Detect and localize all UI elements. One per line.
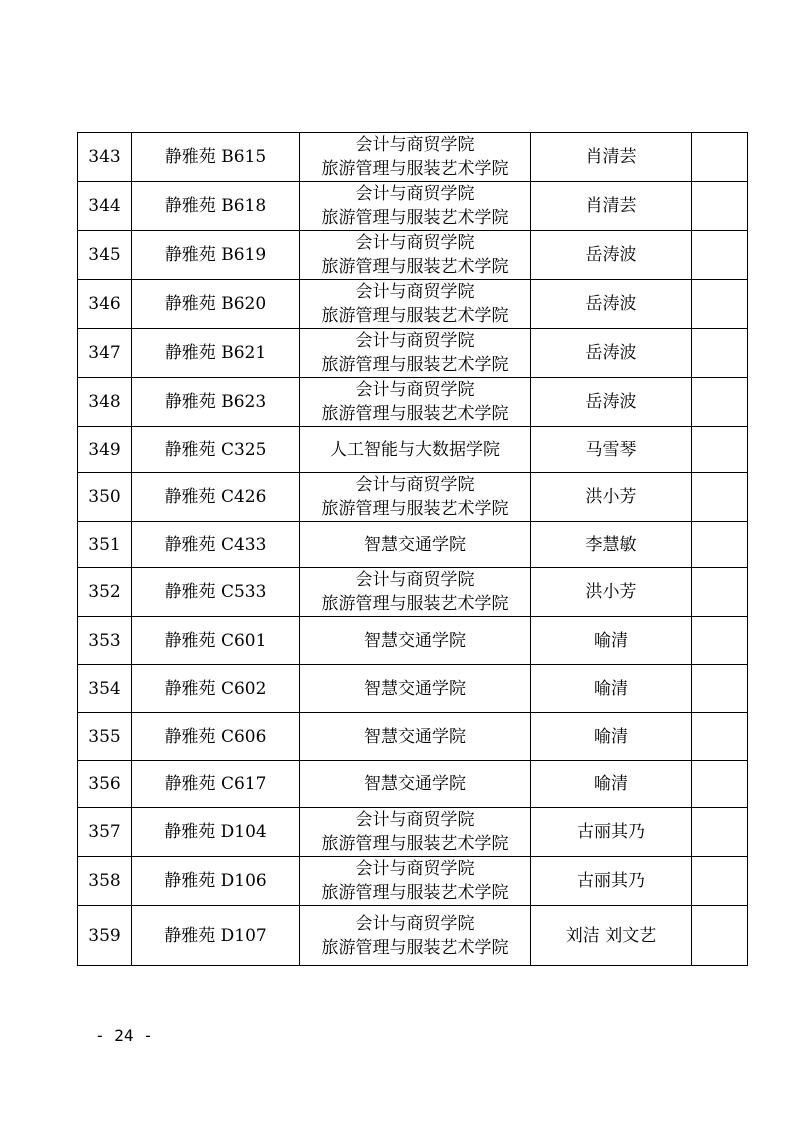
- teacher-cell: 肖清芸: [531, 133, 692, 182]
- row-number-cell: 357: [78, 808, 132, 857]
- room-cell: 静雅苑 C433: [132, 522, 300, 568]
- row-number-cell: 345: [78, 231, 132, 280]
- extra-cell: [692, 473, 748, 522]
- college-cell: [300, 182, 531, 231]
- table-row: [78, 617, 748, 665]
- room-cell: 静雅苑 D107: [132, 906, 300, 966]
- teacher-cell: 肖清芸: [531, 182, 692, 231]
- dormitory-table: [77, 132, 748, 966]
- college-name: 旅游管理与服装艺术学院: [321, 594, 509, 614]
- college-name: 会计与商贸学院: [355, 380, 475, 400]
- room-cell: 静雅苑 C533: [132, 568, 300, 617]
- teacher-cell: 喻清: [531, 761, 692, 808]
- table-row: [78, 378, 748, 427]
- room-cell: 静雅苑 D106: [132, 857, 300, 906]
- extra-cell: [692, 808, 748, 857]
- extra-cell: [692, 329, 748, 378]
- row-number-cell: 355: [78, 713, 132, 761]
- table-row: [78, 427, 748, 473]
- college-cell: [300, 522, 531, 568]
- row-number-cell: 359: [78, 906, 132, 966]
- table-row: [78, 522, 748, 568]
- table-row: [78, 568, 748, 617]
- teacher-cell: 李慧敏: [531, 522, 692, 568]
- extra-cell: [692, 665, 748, 713]
- teacher-cell: 马雪琴: [531, 427, 692, 473]
- table-row: [78, 329, 748, 378]
- college-cell: [300, 857, 531, 906]
- teacher-cell: 洪小芳: [531, 568, 692, 617]
- extra-cell: [692, 231, 748, 280]
- extra-cell: [692, 617, 748, 665]
- college-name: 会计与商贸学院: [355, 810, 475, 830]
- page-number: - 24 -: [95, 1026, 153, 1045]
- row-number-cell: 349: [78, 427, 132, 473]
- college-name: 旅游管理与服装艺术学院: [321, 937, 509, 958]
- extra-cell: [692, 133, 748, 182]
- table-row: [78, 808, 748, 857]
- college-name: 人工智能与大数据学院: [330, 439, 500, 460]
- teacher-cell: 喻清: [531, 617, 692, 665]
- college-name: 会计与商贸学院: [355, 233, 475, 253]
- extra-cell: [692, 378, 748, 427]
- row-number-cell: 353: [78, 617, 132, 665]
- room-cell: 静雅苑 C606: [132, 713, 300, 761]
- college-name: 旅游管理与服装艺术学院: [321, 208, 509, 228]
- college-cell: [300, 808, 531, 857]
- teacher-cell: 喻清: [531, 665, 692, 713]
- row-number-cell: 344: [78, 182, 132, 231]
- table-row: [78, 906, 748, 966]
- college-cell: [300, 133, 531, 182]
- college-name: 会计与商贸学院: [355, 570, 475, 590]
- college-name: 会计与商贸学院: [355, 184, 475, 204]
- college-name: 智慧交通学院: [364, 678, 466, 699]
- college-cell: [300, 761, 531, 808]
- college-name: 会计与商贸学院: [355, 282, 475, 302]
- row-number-cell: 346: [78, 280, 132, 329]
- college-cell: [300, 617, 531, 665]
- table-row: [78, 665, 748, 713]
- college-cell: [300, 665, 531, 713]
- room-cell: 静雅苑 B623: [132, 378, 300, 427]
- college-name: 旅游管理与服装艺术学院: [321, 404, 509, 424]
- teacher-cell: 古丽其乃: [531, 857, 692, 906]
- table-row: [78, 713, 748, 761]
- college-name: 会计与商贸学院: [355, 913, 475, 934]
- college-name: 旅游管理与服装艺术学院: [321, 306, 509, 326]
- extra-cell: [692, 713, 748, 761]
- room-cell: 静雅苑 D104: [132, 808, 300, 857]
- college-cell: [300, 329, 531, 378]
- college-name: 旅游管理与服装艺术学院: [321, 257, 509, 277]
- college-cell: [300, 427, 531, 473]
- row-number-cell: 356: [78, 761, 132, 808]
- room-cell: 静雅苑 C602: [132, 665, 300, 713]
- row-number-cell: 352: [78, 568, 132, 617]
- table-row: [78, 473, 748, 522]
- college-cell: [300, 713, 531, 761]
- teacher-cell: 喻清: [531, 713, 692, 761]
- college-cell: [300, 231, 531, 280]
- room-cell: 静雅苑 B621: [132, 329, 300, 378]
- college-name: 会计与商贸学院: [355, 135, 475, 155]
- college-name: 旅游管理与服装艺术学院: [321, 834, 509, 854]
- college-name: 会计与商贸学院: [355, 475, 475, 495]
- extra-cell: [692, 427, 748, 473]
- teacher-cell: 岳涛波: [531, 329, 692, 378]
- table-body: [78, 133, 748, 966]
- college-name: 智慧交通学院: [364, 774, 466, 794]
- teacher-cell: 岳涛波: [531, 280, 692, 329]
- college-cell: [300, 473, 531, 522]
- table-row: [78, 857, 748, 906]
- college-cell: [300, 906, 531, 966]
- college-name: 旅游管理与服装艺术学院: [321, 355, 509, 375]
- teacher-cell: 岳涛波: [531, 378, 692, 427]
- extra-cell: [692, 522, 748, 568]
- room-cell: 静雅苑 C601: [132, 617, 300, 665]
- row-number-cell: 348: [78, 378, 132, 427]
- row-number-cell: 343: [78, 133, 132, 182]
- extra-cell: [692, 857, 748, 906]
- room-cell: 静雅苑 B620: [132, 280, 300, 329]
- college-name: 智慧交通学院: [364, 534, 466, 555]
- college-name: 旅游管理与服装艺术学院: [321, 499, 509, 519]
- table-row: [78, 280, 748, 329]
- teacher-cell: 岳涛波: [531, 231, 692, 280]
- college-name: 旅游管理与服装艺术学院: [321, 883, 509, 903]
- table-row: [78, 231, 748, 280]
- row-number-cell: 358: [78, 857, 132, 906]
- extra-cell: [692, 761, 748, 808]
- row-number-cell: 347: [78, 329, 132, 378]
- room-cell: 静雅苑 B619: [132, 231, 300, 280]
- extra-cell: [692, 568, 748, 617]
- room-cell: 静雅苑 C426: [132, 473, 300, 522]
- extra-cell: [692, 906, 748, 966]
- college-name: 智慧交通学院: [364, 726, 466, 747]
- row-number-cell: 351: [78, 522, 132, 568]
- college-name: 智慧交通学院: [364, 630, 466, 651]
- teacher-cell: 刘洁 刘文艺: [531, 906, 692, 966]
- college-name: 会计与商贸学院: [355, 331, 475, 351]
- college-cell: [300, 280, 531, 329]
- row-number-cell: 350: [78, 473, 132, 522]
- row-number-cell: 354: [78, 665, 132, 713]
- table-row: [78, 182, 748, 231]
- teacher-cell: 古丽其乃: [531, 808, 692, 857]
- teacher-cell: 洪小芳: [531, 473, 692, 522]
- table-row: [78, 761, 748, 808]
- table-row: [78, 133, 748, 182]
- room-cell: 静雅苑 B618: [132, 182, 300, 231]
- college-name: 旅游管理与服装艺术学院: [321, 159, 509, 179]
- college-cell: [300, 378, 531, 427]
- college-name: 会计与商贸学院: [355, 859, 475, 879]
- college-cell: [300, 568, 531, 617]
- room-cell: 静雅苑 C617: [132, 761, 300, 808]
- room-cell: 静雅苑 C325: [132, 427, 300, 473]
- extra-cell: [692, 182, 748, 231]
- room-cell: 静雅苑 B615: [132, 133, 300, 182]
- extra-cell: [692, 280, 748, 329]
